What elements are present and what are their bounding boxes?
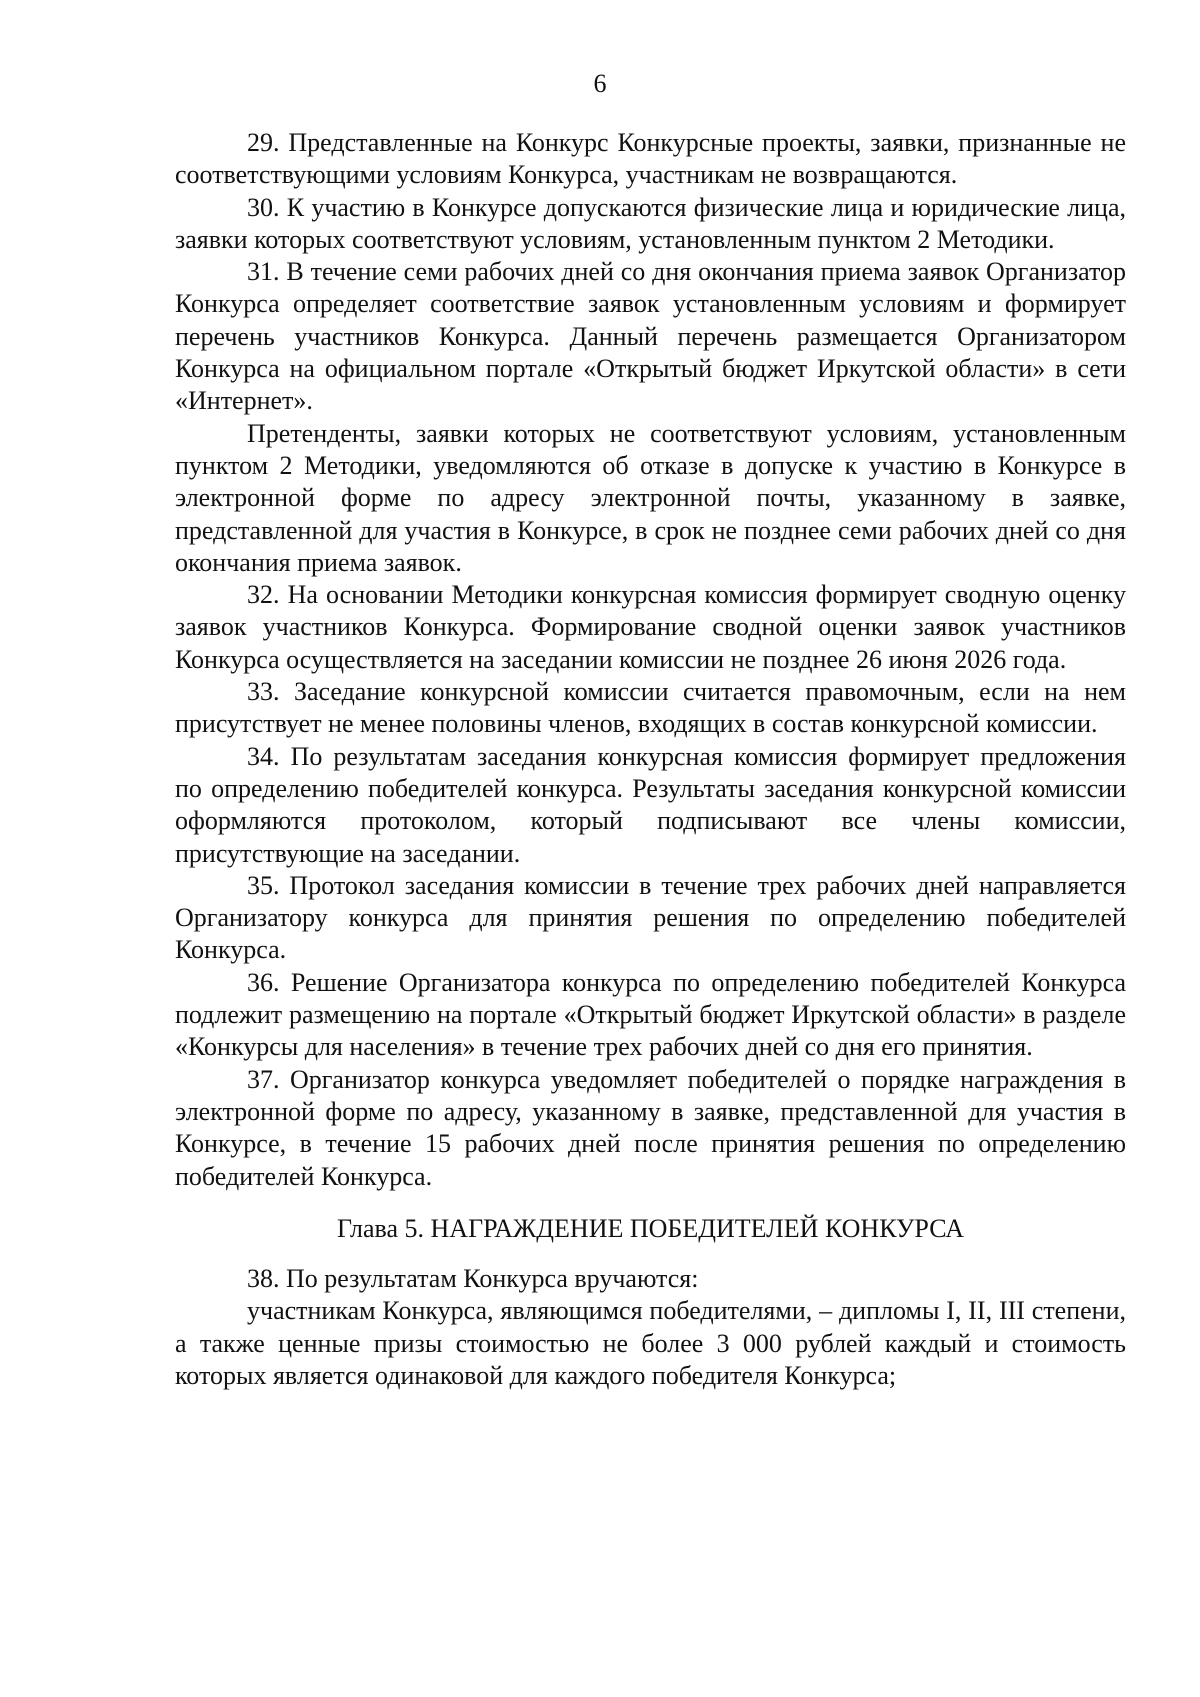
paragraph-38-winners: участникам Конкурса, являющимся победителями, – дипломы I, II, III степени, а также ценные призы стоимостью не более 3 000 рублей каждый и стоимость которых является одинаковой для каждого победителя Конкурса; xyxy=(175,1296,1126,1390)
paragraph-38: 38. По результатам Конкурса вручаются: xyxy=(247,1264,699,1294)
paragraph-32: 32. На основании Методики конкурсная комиссия формирует сводную оценку заявок участников Конкурса. Формирование сводной оценки заявок участников Конкурса осуществляется на заседании комиссии не позднее 26 июня 2026 года. xyxy=(175,580,1126,674)
paragraph-31-applicants: Претенденты, заявки которых не соответствуют условиям, установленным пунктом 2 Методики, уведомляются об отказе в допуске к участию в Конкурсе в электронной форме по адресу электронной почты, указанному в заявке, представленной для участия в Конкурсе, в срок не позднее семи рабочих дней со дня окончания приема заявок. xyxy=(175,418,1126,577)
paragraph-33: 33. Заседание конкурсной комиссии считается правомочным, если на нем присутствует не менее половины членов, входящих в состав конкурсной комиссии. xyxy=(175,677,1126,739)
paragraph-30: 30. К участию в Конкурсе допускаются физические лица и юридические лица, заявки которых соответствуют условиям, установленным пунктом 2 Методики. xyxy=(175,192,1126,254)
paragraph-35: 35. Протокол заседания комиссии в течение трех рабочих дней направляется Организатору конкурса для принятия решения по определению победителей Конкурса. xyxy=(175,870,1126,965)
paragraph-37: 37. Организатор конкурса уведомляет победителей о порядке награждения в электронной форме по адресу, указанному в заявке, представленной для участия в Конкурсе, в течение 15 рабочих дней после принятия решения по определению победителей Конкурса. xyxy=(175,1064,1126,1191)
chapter-heading: Глава 5. НАГРАЖДЕНИЕ ПОБЕДИТЕЛЕЙ КОНКУРСА xyxy=(336,1213,965,1243)
document-body xyxy=(175,127,1126,1392)
page-number: 6 xyxy=(593,69,607,98)
paragraph-29: 29. Представленные на Конкурс Конкурсные проекты, заявки, признанные не соответствующими условиям Конкурса, участникам не возвращаются. xyxy=(175,128,1126,190)
paragraph-34: 34. По результатам заседания конкурсная комиссия формирует предложения по определению победителей конкурса. Результаты заседания конкурсной комиссии оформляются протоколом, который подписывают все члены комиссии, присутствующие на заседании. xyxy=(175,741,1126,868)
paragraph-31: 31. В течение семи рабочих дней со дня окончания приема заявок Организатор Конкурса определяет соответствие заявок установленным условиям и формирует перечень участников Конкурса. Данный перечень размещается Организатором Конкурса на официальном портале «Открытый бюджет Иркутской области» в сети «Интернет». xyxy=(175,257,1126,416)
paragraph-36: 36. Решение Организатора конкурса по определению победителей Конкурса подлежит размещению на портале «Открытый бюджет Иркутской области» в разделе «Конкурсы для населения» в течение трех рабочих дней со дня его принятия. xyxy=(175,967,1126,1062)
